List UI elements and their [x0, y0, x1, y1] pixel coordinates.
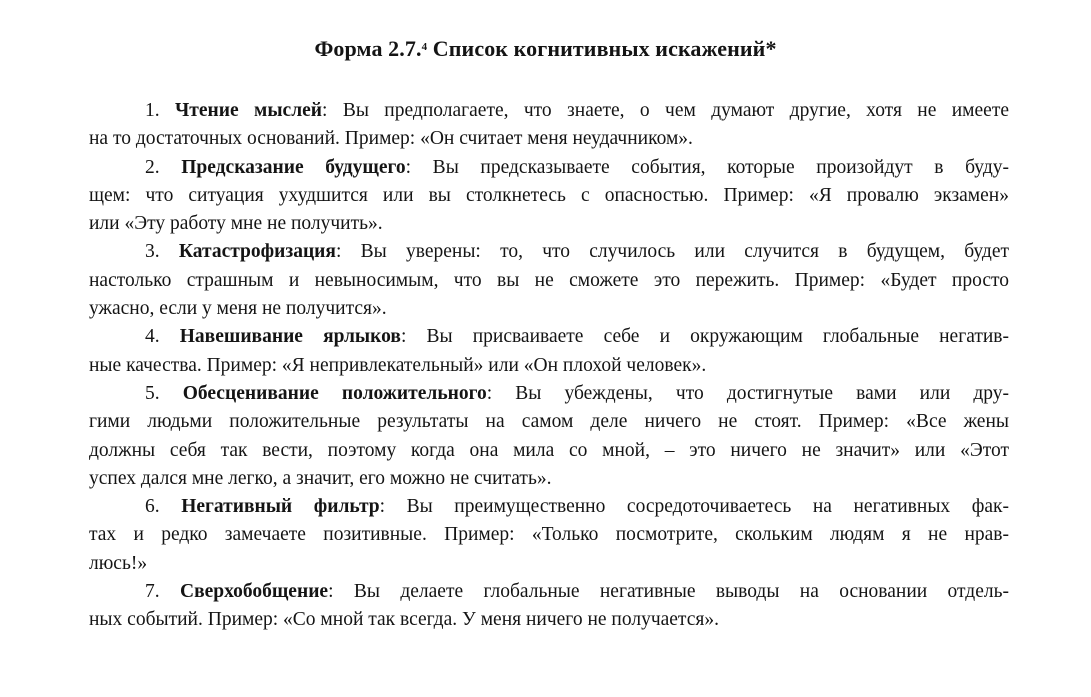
item-text: : Вы предполагаете, что знаете, о чем думают другие, хотя не имеете — [322, 100, 1010, 121]
item-number: 2. — [145, 156, 160, 178]
title-prefix: Форма 2.7. — [314, 36, 422, 61]
list-item-negative-filter — [89, 493, 1009, 578]
item-line: гими людьми положительные результаты на самом деле ничего не стоят. Пример: «Все жены — [89, 411, 1009, 433]
item-line: люсь!» — [89, 552, 148, 574]
item-first-line — [89, 323, 1009, 351]
item-first-line — [89, 380, 1009, 408]
item-line: на то достаточных оснований. Пример: «Он считает меня неудачником». — [89, 128, 693, 150]
item-term: Чтение мыслей — [175, 100, 323, 121]
item-term: Сверхобобщение — [179, 581, 329, 603]
item-text: : Вы преимущественно сосредоточиваетесь на негативных фак- — [379, 496, 1010, 518]
list-item-discounting-positives — [89, 380, 1009, 493]
item-text: : Вы уверены: то, что случилось или случится в будущем, будет — [335, 241, 1010, 263]
item-text: : Вы делаете глобальные негативные выводы на основании отдель- — [328, 581, 1010, 603]
item-first-line — [89, 97, 1009, 125]
item-number: 1. — [145, 100, 160, 121]
item-text: : Вы предсказываете события, которые произойдут в буду- — [405, 156, 1009, 178]
item-term: Катастрофизация — [178, 241, 336, 263]
list-item-catastrophizing — [89, 238, 1009, 323]
item-number: 3. — [145, 241, 160, 263]
item-line: щем: что ситуация ухудшится или вы столкнетесь с опасностью. Пример: «Я провалю экзамен» — [89, 184, 1009, 206]
item-line: ные качества. Пример: «Я непривлекательный» или «Он плохой человек». — [89, 354, 707, 376]
item-line: должны себя так вести, поэтому когда она мила со мной, – это ничего не значит» или «Этот — [89, 439, 1009, 461]
item-text: : Вы убеждены, что достигнутые вами или дру- — [486, 382, 1010, 404]
item-first-line — [89, 493, 1009, 521]
list-item-overgeneralization — [89, 578, 1009, 635]
item-first-line — [89, 154, 1009, 182]
item-line: ужасно, если у меня не получится». — [89, 298, 387, 320]
item-term: Негативный фильтр — [181, 496, 380, 518]
distortions-list — [89, 97, 1009, 635]
item-number: 5. — [145, 382, 160, 404]
footnote-mark: 4 — [421, 41, 428, 53]
list-item-mind-reading — [89, 97, 1009, 154]
item-line: успех дался мне легко, а значит, его можно не считать». — [89, 467, 552, 489]
list-item-labeling — [89, 323, 1009, 380]
item-line: настолько страшным и невыносимым, что вы не сможете это пережить. Пример: «Будет просто — [89, 269, 1009, 291]
title-suffix: Список когнитивных искажений* — [427, 36, 777, 61]
item-term: Предсказание будущего — [181, 156, 406, 178]
item-number: 4. — [145, 326, 160, 348]
page-title — [0, 34, 1091, 64]
item-term: Навешивание ярлыков — [179, 326, 401, 348]
item-line: тах и редко замечаете позитивные. Пример: «Только посмотрите, скольким людям я не нрав- — [89, 524, 1009, 546]
list-item-fortune-telling — [89, 154, 1009, 239]
item-text: : Вы присваиваете себе и окружающим глобальные негатив- — [400, 326, 1010, 348]
item-term: Обесценивание положительного — [182, 382, 487, 404]
item-first-line — [89, 238, 1009, 266]
item-number: 7. — [145, 581, 160, 603]
item-number: 6. — [145, 496, 160, 518]
item-line: ных событий. Пример: «Со мной так всегда. У меня ничего не получается». — [89, 609, 719, 631]
item-first-line — [89, 578, 1009, 606]
item-line: или «Эту работу мне не получить». — [89, 213, 383, 235]
